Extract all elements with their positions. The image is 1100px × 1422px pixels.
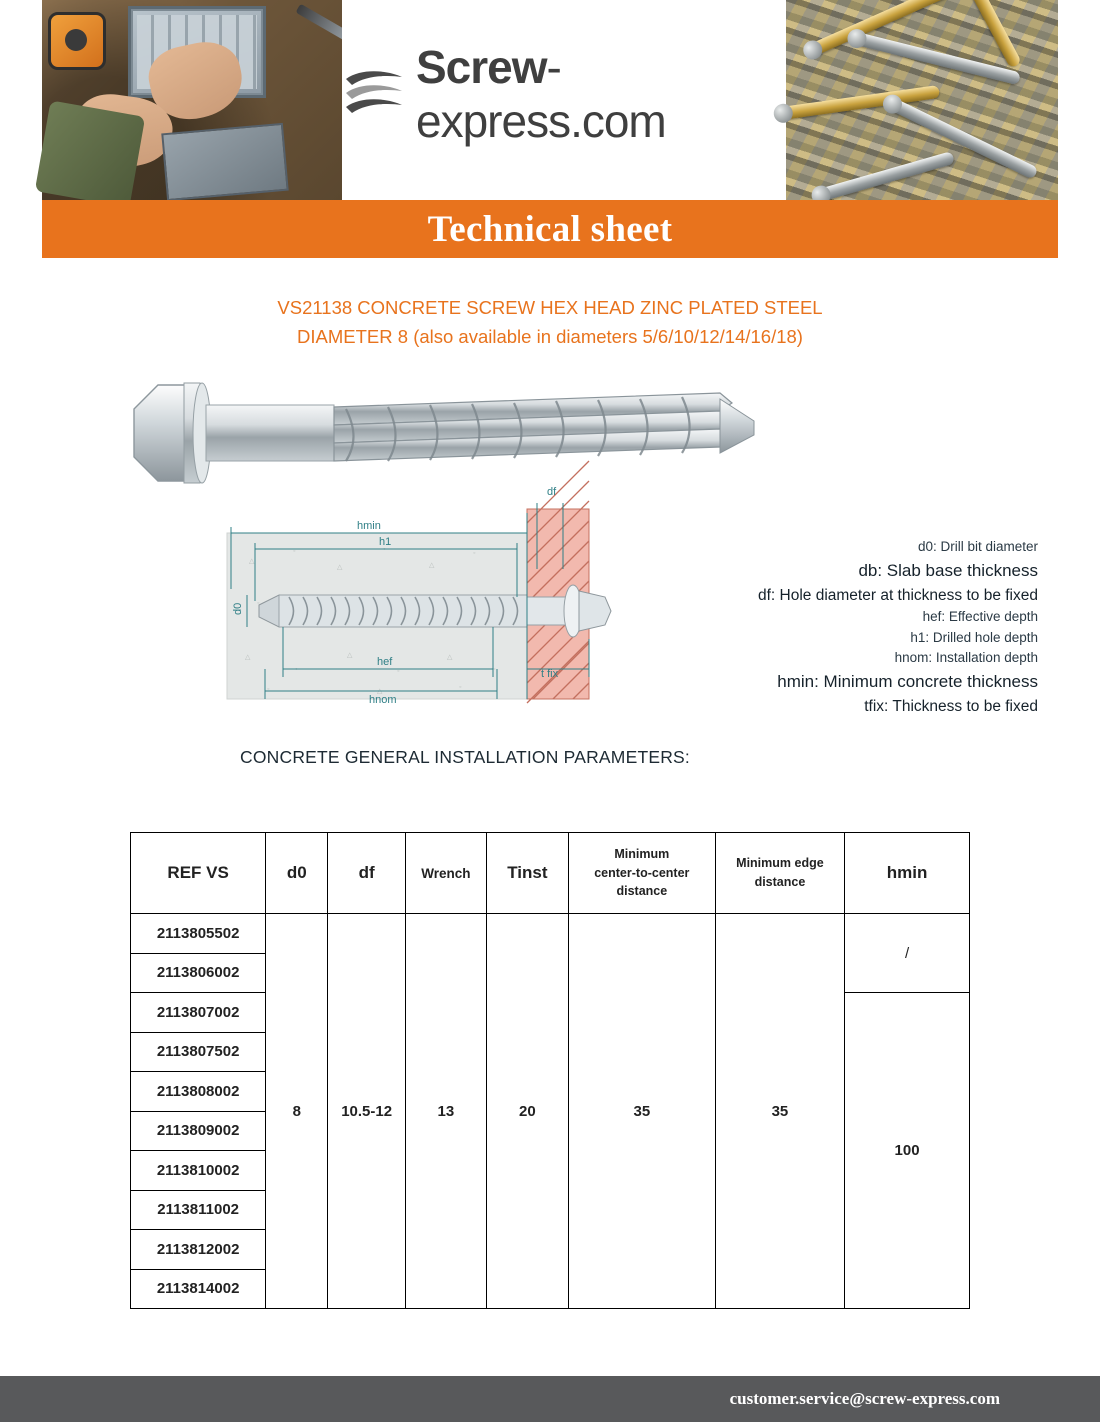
label-hnom: hnom: [369, 694, 397, 707]
svg-text:△: △: [377, 688, 383, 696]
cell-ref: 2113808002: [131, 1072, 266, 1112]
document-page: [42, 0, 1058, 1422]
header-photo-screws: [786, 0, 1058, 200]
legend-item-db: db: Slab base thickness: [858, 560, 1038, 580]
brand-name-rest: -express.com: [416, 41, 666, 147]
col-header-df: df: [328, 833, 406, 914]
cell-ref: 2113805502: [131, 914, 266, 954]
svg-text:△: △: [447, 654, 453, 662]
installation-section-diagram: [197, 486, 667, 739]
params-caption: CONCRETE GENERAL INSTALLATION PARAMETERS:: [240, 747, 690, 768]
cell-tinst: 20: [486, 914, 568, 1309]
svg-text:◦: ◦: [383, 546, 386, 554]
svg-text:△: △: [249, 558, 255, 566]
col-header-cc-line2: center-to-center distance: [594, 865, 690, 899]
tape-measure-icon: [48, 12, 106, 70]
document-header: [42, 0, 1058, 200]
footer-email[interactable]: customer.service@screw-express.com: [729, 1389, 1000, 1408]
product-title-line1: VS21138 CONCRETE SCREW HEX HEAD ZINC PLATED STEEL: [277, 297, 823, 318]
banner-title: Technical sheet: [427, 208, 673, 250]
legend-item-tfix: tfix: Thickness to be fixed: [864, 697, 1038, 715]
header-photo-workbench: [42, 0, 342, 200]
cell-wrench: 13: [405, 914, 486, 1309]
legend-item-df: df: Hole diameter at thickness to be fixed: [757, 586, 1038, 604]
metal-plate: [161, 123, 288, 201]
cell-ref: 2113807002: [131, 993, 266, 1033]
svg-text:◦: ◦: [295, 666, 298, 674]
brand-logo-area: [342, 0, 786, 200]
technical-drawing: [42, 359, 1058, 779]
label-d0: d0: [232, 603, 244, 616]
svg-text:◦: ◦: [293, 548, 296, 556]
legend-item-d0: d0: Drill bit diameter: [917, 539, 1038, 555]
product-title-line2: DIAMETER 8 (also available in diameters 5/6/10/12/14/16/18): [297, 325, 803, 347]
svg-text:◦: ◦: [267, 686, 270, 694]
svg-text:◦: ◦: [397, 668, 400, 676]
label-h1: h1: [379, 536, 392, 549]
svg-text:◦: ◦: [257, 600, 260, 608]
legend-item-hmin: hmin: Minimum concrete thickness: [777, 671, 1038, 691]
col-header-cc-line1: Minimum: [614, 846, 670, 861]
svg-text:△: △: [429, 562, 435, 570]
svg-text:◦: ◦: [459, 684, 462, 692]
svg-text:◦: ◦: [473, 550, 476, 558]
cell-d0: 8: [266, 914, 328, 1309]
col-header-center-distance: [568, 833, 715, 914]
col-header-tinst: Tinst: [486, 833, 568, 914]
col-header-wrench: Wrench: [405, 833, 486, 914]
cell-ref: 2113810002: [131, 1151, 266, 1191]
table-header-row: [131, 833, 970, 914]
page-right-margin: [1058, 0, 1100, 1422]
svg-text:△: △: [347, 652, 353, 660]
legend-item-hef: hef: Effective depth: [922, 609, 1038, 625]
document-footer: [0, 1376, 1100, 1422]
technical-sheet-banner: [42, 200, 1058, 258]
legend-list: [618, 537, 1038, 718]
cell-df: 10.5-12: [328, 914, 406, 1309]
label-hmin: hmin: [357, 520, 381, 533]
legend-item-hnom: hnom: Installation depth: [894, 650, 1038, 666]
cell-center-distance: 35: [568, 914, 715, 1309]
table-row: [131, 914, 970, 954]
legend-item-h1: h1: Drilled hole depth: [910, 629, 1038, 645]
cell-hmin-top: /: [845, 914, 970, 993]
col-header-edge-distance: [715, 833, 844, 914]
installation-parameters-table: [130, 832, 970, 1309]
sleeve: [35, 100, 146, 207]
cell-ref: 2113807502: [131, 1032, 266, 1072]
screw-product-photo: [120, 369, 760, 499]
cell-ref: 2113811002: [131, 1190, 266, 1230]
product-title: [42, 294, 1058, 351]
col-header-hmin: hmin: [845, 833, 970, 914]
cell-ref: 2113814002: [131, 1269, 266, 1309]
col-header-d0: d0: [266, 833, 328, 914]
col-header-edge-line2: distance: [754, 875, 806, 889]
brand-name-bold: Screw: [416, 41, 547, 93]
brand-name: [416, 40, 786, 148]
label-hef: hef: [377, 656, 393, 669]
cell-edge-distance: 35: [715, 914, 844, 1309]
svg-text:△: △: [337, 564, 343, 572]
label-tfix: t fix: [541, 668, 559, 681]
cell-ref: 2113806002: [131, 953, 266, 993]
cell-ref: 2113812002: [131, 1230, 266, 1270]
svg-text:△: △: [245, 654, 251, 662]
label-df: df: [547, 486, 557, 499]
col-header-edge-line1: Minimum edge: [736, 856, 824, 871]
cell-ref: 2113809002: [131, 1111, 266, 1151]
page-left-margin: [0, 0, 42, 1422]
swoosh-icon: [342, 65, 406, 123]
brand-logo: [342, 40, 786, 148]
svg-text:◦: ◦: [493, 666, 496, 674]
cell-hmin-bottom: 100: [845, 993, 970, 1309]
col-header-refvs: REF VS: [131, 833, 266, 914]
